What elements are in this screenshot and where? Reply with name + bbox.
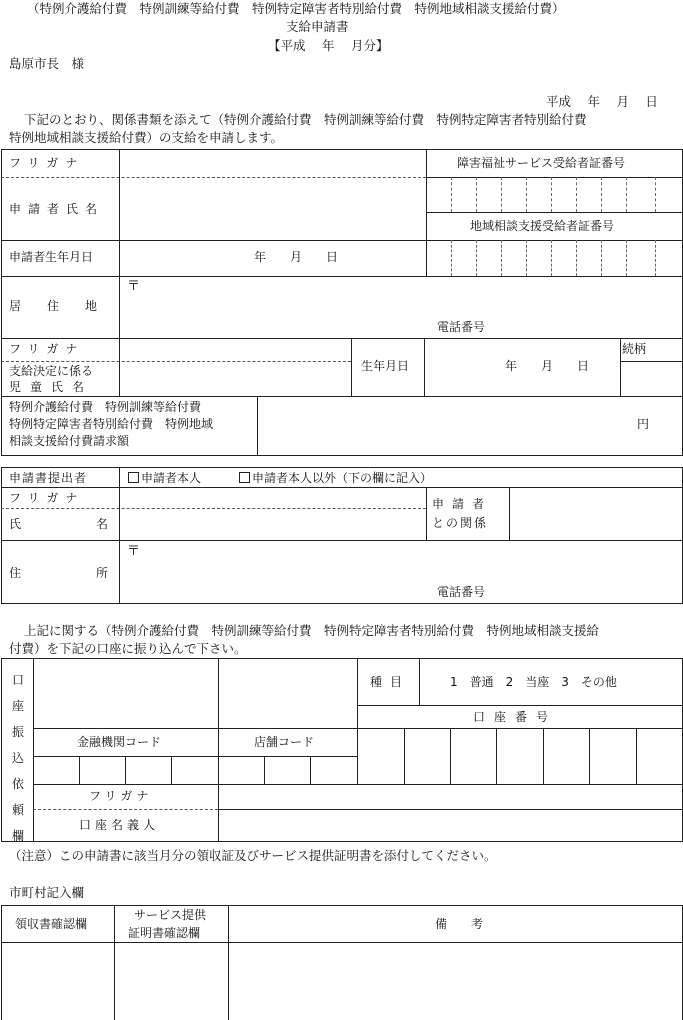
claim-label-l1: 特例介護給付費 特例訓練等給付費 [9,400,202,414]
child-name-label-l1: 支給決定に係る [9,364,94,378]
furigana-label: フリガナ [9,156,85,170]
address-label: 居住地 [9,299,124,313]
checkbox-self[interactable] [128,472,139,483]
city-table [1,905,683,1020]
child-furigana-label: フリガナ [9,342,85,356]
phone-label: 電話番号 [437,320,486,334]
intro-line1: 下記のとおり、関係書類を添えて（特例介護給付費 特例訓練等給付費 特例特定障害者特別給付費 [24,112,587,127]
account-type-options: 1 普通 2 当座 3 その他 [450,675,617,689]
form-title: 支給申請書 [286,19,349,34]
receipt-check-label: 領収書確認欄 [15,917,88,931]
bank-code-label: 金融機関コード [77,735,162,749]
bank-intro-line1: 上記に関する（特例介護給付費 特例訓練等給付費 特例特定障害者特別給付費 特例地域相談支援給 [24,623,600,638]
birth-value: 年 月 日 [254,250,339,264]
bank-intro-line2: 付費）を下記の口座に振り込んで下さい。 [9,641,247,656]
holder-name-label: 口座名義人 [79,818,160,832]
submitter-furigana-label: フリガナ [9,491,85,505]
relation-label: 続柄 [622,342,647,356]
cert-number-label: 障害福祉サービス受給者証番号 [457,156,626,170]
submitter-relation-l2: との関係 [432,516,489,530]
applicant-name-label: 申請者氏名 [9,202,105,216]
submitter-option-other[interactable] [239,472,432,484]
postal-mark: 〒 [127,279,141,294]
submitter-option-self-label: 申請者本人 [141,471,202,485]
submitter-label: 申請書提出者 [9,471,88,485]
service-cert-label-l1: サービス提供 [134,908,207,922]
intro-line2: 特例地域相談支援給付費）の支給を申請します。 [9,130,284,145]
submitter-phone-label: 電話番号 [437,585,486,599]
child-birth-value: 年 月 日 [505,359,590,373]
child-name-label-l2: 児童氏名 [9,380,94,394]
submitter-name-label: 氏名 [9,517,184,531]
child-birth-label: 生年月日 [361,359,410,373]
branch-code-label: 店舗コード [254,735,315,749]
attachment-note: （注意）この申請書に該当月分の領収証及びサービス提供証明書を添付してください。 [9,848,497,863]
city-section-heading: 市町村記入欄 [9,885,85,900]
submitter-address-label: 住所 [9,566,184,580]
submitter-relation-l1: 申請者 [432,497,493,511]
birth-label: 申請者生年月日 [9,250,94,264]
claim-label-l3: 相談支援給付費請求額 [9,434,130,448]
application-date: 平成 年 月 日 [546,94,658,109]
checkbox-other[interactable] [239,472,250,483]
yen-unit: 円 [637,417,650,431]
form-month: 【平成 年 月分】 [268,38,389,53]
remarks-label: 備 考 [435,917,490,931]
chiiki-cert-label: 地域相談支援受給者証番号 [470,219,615,233]
submitter-option-other-label: 申請者本人以外（下の欄に記入） [252,471,433,485]
addressee: 島原市長 様 [9,56,85,71]
form-title-line1: （特例介護給付費 特例訓練等給付費 特例特定障害者特別給付費 特例地域相談支援給付費） [27,1,565,16]
holder-furigana-label: フリガナ [89,789,153,803]
account-number-label: 口座番号 [473,710,558,724]
submitter-postal-mark: 〒 [127,544,141,559]
service-cert-label-l2: 証明書確認欄 [128,926,201,940]
submitter-option-self[interactable] [128,472,201,484]
claim-label-l2: 特例特定障害者特別給付費 特例地域 [9,417,214,431]
bank-side-label: 口 座 振 込 依 頼 欄 [12,673,25,843]
account-type-label: 種目 [370,675,411,689]
